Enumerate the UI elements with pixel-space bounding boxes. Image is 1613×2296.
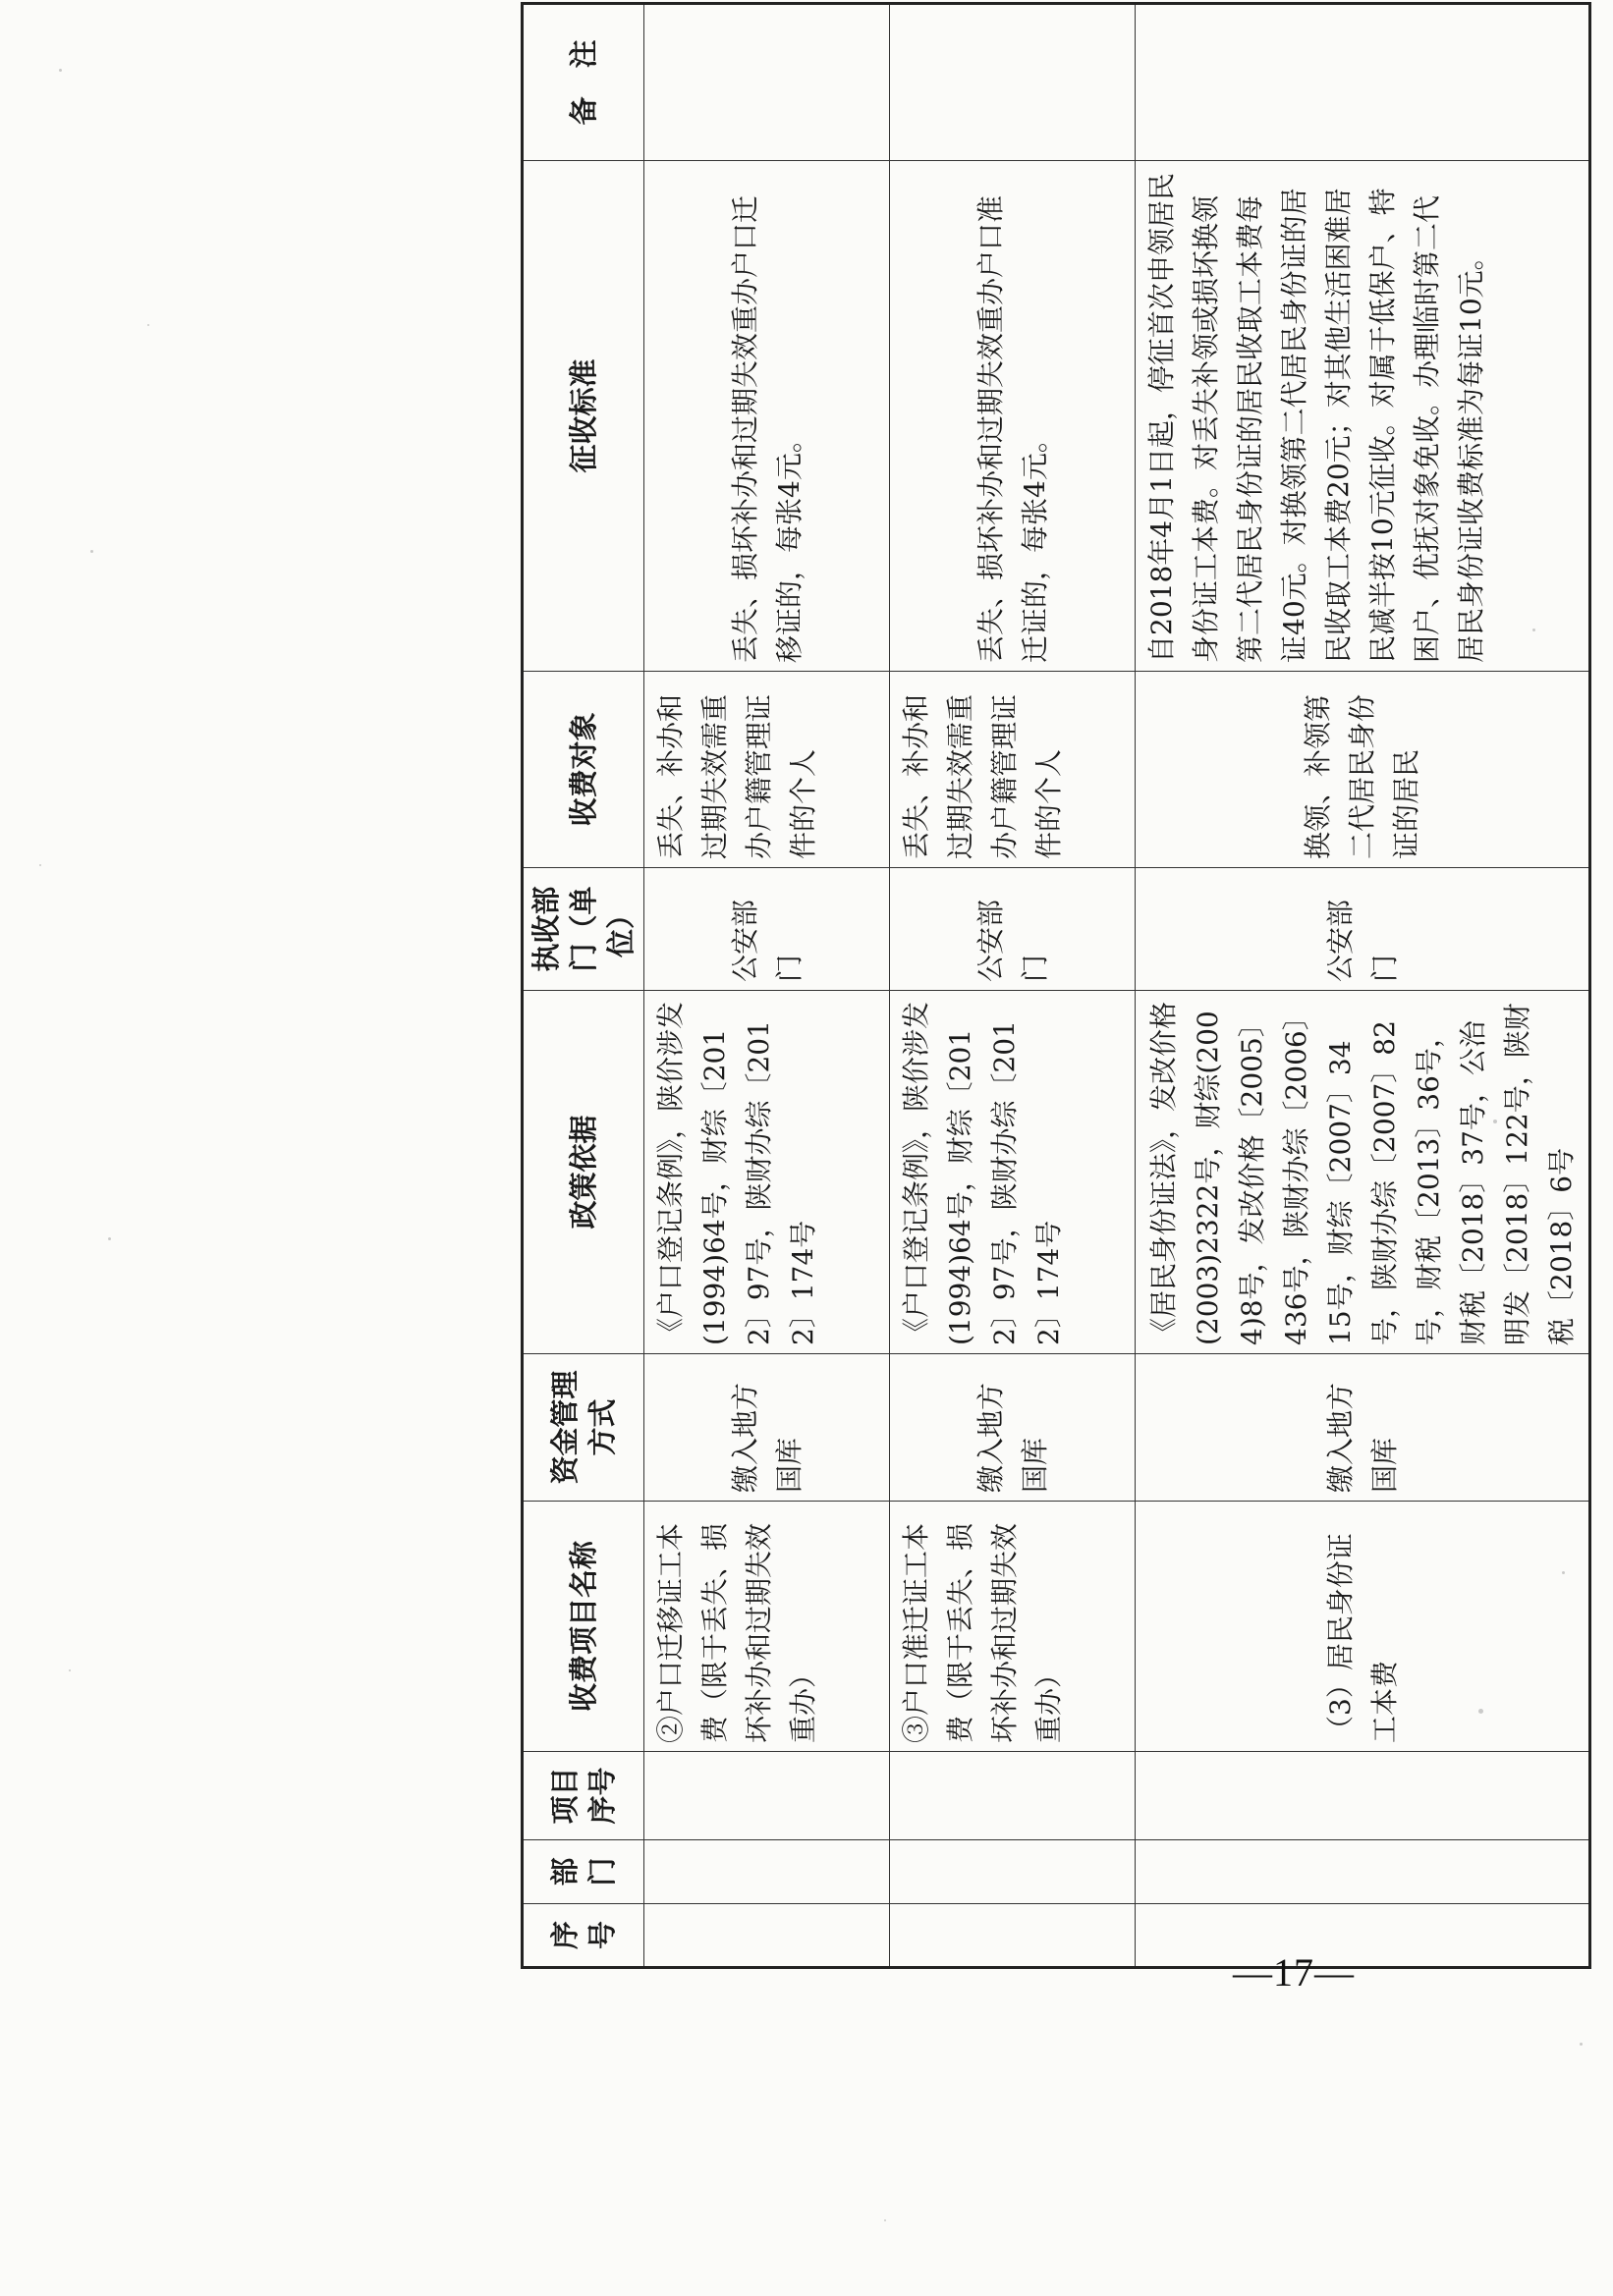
cell-item-seq bbox=[644, 1752, 890, 1840]
cell-remark bbox=[890, 4, 1136, 161]
header-remark: 备 注 bbox=[523, 4, 644, 161]
header-policy: 政策依据 bbox=[523, 991, 644, 1354]
header-target: 收费对象 bbox=[523, 672, 644, 868]
scan-speck bbox=[39, 864, 41, 866]
cell-seq bbox=[1136, 1904, 1590, 1968]
header-unit: 执收部门（单位） bbox=[523, 868, 644, 991]
cell-fund: 缴入地方国库 bbox=[644, 1354, 890, 1502]
header-name: 收费项目名称 bbox=[523, 1502, 644, 1752]
table-header-row bbox=[523, 4, 644, 1968]
cell-policy: 《户口登记条例》，陕价涉发(1994)64号，财综〔2012〕97号，陕财办综〔2012〕174号 bbox=[890, 991, 1136, 1354]
cell-target: 丢失、补办和过期失效需重办户籍管理证件的个人 bbox=[890, 672, 1136, 868]
cell-unit: 公安部门 bbox=[890, 868, 1136, 991]
rotated-table-wrapper bbox=[521, 5, 1591, 1969]
table-row bbox=[890, 4, 1136, 1968]
cell-name: （3）居民身份证工本费 bbox=[1136, 1502, 1590, 1752]
cell-fund: 缴入地方国库 bbox=[890, 1354, 1136, 1502]
cell-dept bbox=[890, 1840, 1136, 1904]
cell-standard: 丢失、损坏补办和过期失效重办户口准迁证的，每张4元。 bbox=[890, 161, 1136, 672]
cell-remark bbox=[1136, 4, 1590, 161]
cell-target: 丢失、补办和过期失效需重办户籍管理证件的个人 bbox=[644, 672, 890, 868]
cell-name: ②户口迁移证工本费（限于丢失、损坏补办和过期失效重办） bbox=[644, 1502, 890, 1752]
cell-dept bbox=[644, 1840, 890, 1904]
header-standard: 征收标准 bbox=[523, 161, 644, 672]
cell-unit: 公安部门 bbox=[644, 868, 890, 991]
fee-table bbox=[521, 2, 1591, 1969]
table-row bbox=[644, 4, 890, 1968]
cell-item-seq bbox=[890, 1752, 1136, 1840]
scan-speck bbox=[90, 550, 93, 553]
cell-unit: 公安部门 bbox=[1136, 868, 1590, 991]
scan-speck bbox=[147, 324, 149, 326]
cell-seq bbox=[890, 1904, 1136, 1968]
header-item-seq: 项目序号 bbox=[523, 1752, 644, 1840]
cell-name: ③户口准迁证工本费（限于丢失、损坏补办和过期失效重办） bbox=[890, 1502, 1136, 1752]
header-seq: 序号 bbox=[523, 1904, 644, 1968]
cell-item-seq bbox=[1136, 1752, 1590, 1840]
header-fund: 资金管理方式 bbox=[523, 1354, 644, 1502]
cell-policy: 《户口登记条例》，陕价涉发(1994)64号，财综〔2012〕97号，陕财办综〔2012〕174号 bbox=[644, 991, 890, 1354]
scan-speck bbox=[69, 1669, 71, 1671]
cell-seq bbox=[644, 1904, 890, 1968]
cell-policy: 《居民身份证法》，发改价格(2003)2322号，财综(2004)8号，发改价格〔2005〕436号，陕财办综〔2006〕15号，财综〔2007〕34号，陕财办综〔2007〕82号，财税〔2013〕36号，财税〔2018〕37号，公治明发〔2018〕122号，陕财税〔2018〕6号 bbox=[1136, 991, 1590, 1354]
cell-target: 换领、补领第二代居民身份证的居民 bbox=[1136, 672, 1590, 868]
scan-speck bbox=[1580, 2043, 1583, 2046]
scan-speck bbox=[108, 1237, 111, 1240]
cell-remark bbox=[644, 4, 890, 161]
table-row bbox=[1136, 4, 1590, 1968]
scan-speck bbox=[59, 69, 62, 72]
cell-standard: 自2018年4月1日起，停征首次申领居民身份证工本费。对丢失补领或损坏换领第二代居民身份证的居民收取工本费每证40元。对换领第二代居民身份证的居民收取工本费20元；对其他生活困难居民减半按10元征收。对属于低保户、特困户、优抚对象免收。办理临时第二代居民身份证收费标准为每证10元。 bbox=[1136, 161, 1590, 672]
page-number: —17— bbox=[1233, 1950, 1355, 1995]
scan-speck bbox=[884, 2219, 886, 2221]
header-dept: 部门 bbox=[523, 1840, 644, 1904]
cell-standard: 丢失、损坏补办和过期失效重办户口迁移证的，每张4元。 bbox=[644, 161, 890, 672]
cell-fund: 缴入地方国库 bbox=[1136, 1354, 1590, 1502]
cell-dept bbox=[1136, 1840, 1590, 1904]
